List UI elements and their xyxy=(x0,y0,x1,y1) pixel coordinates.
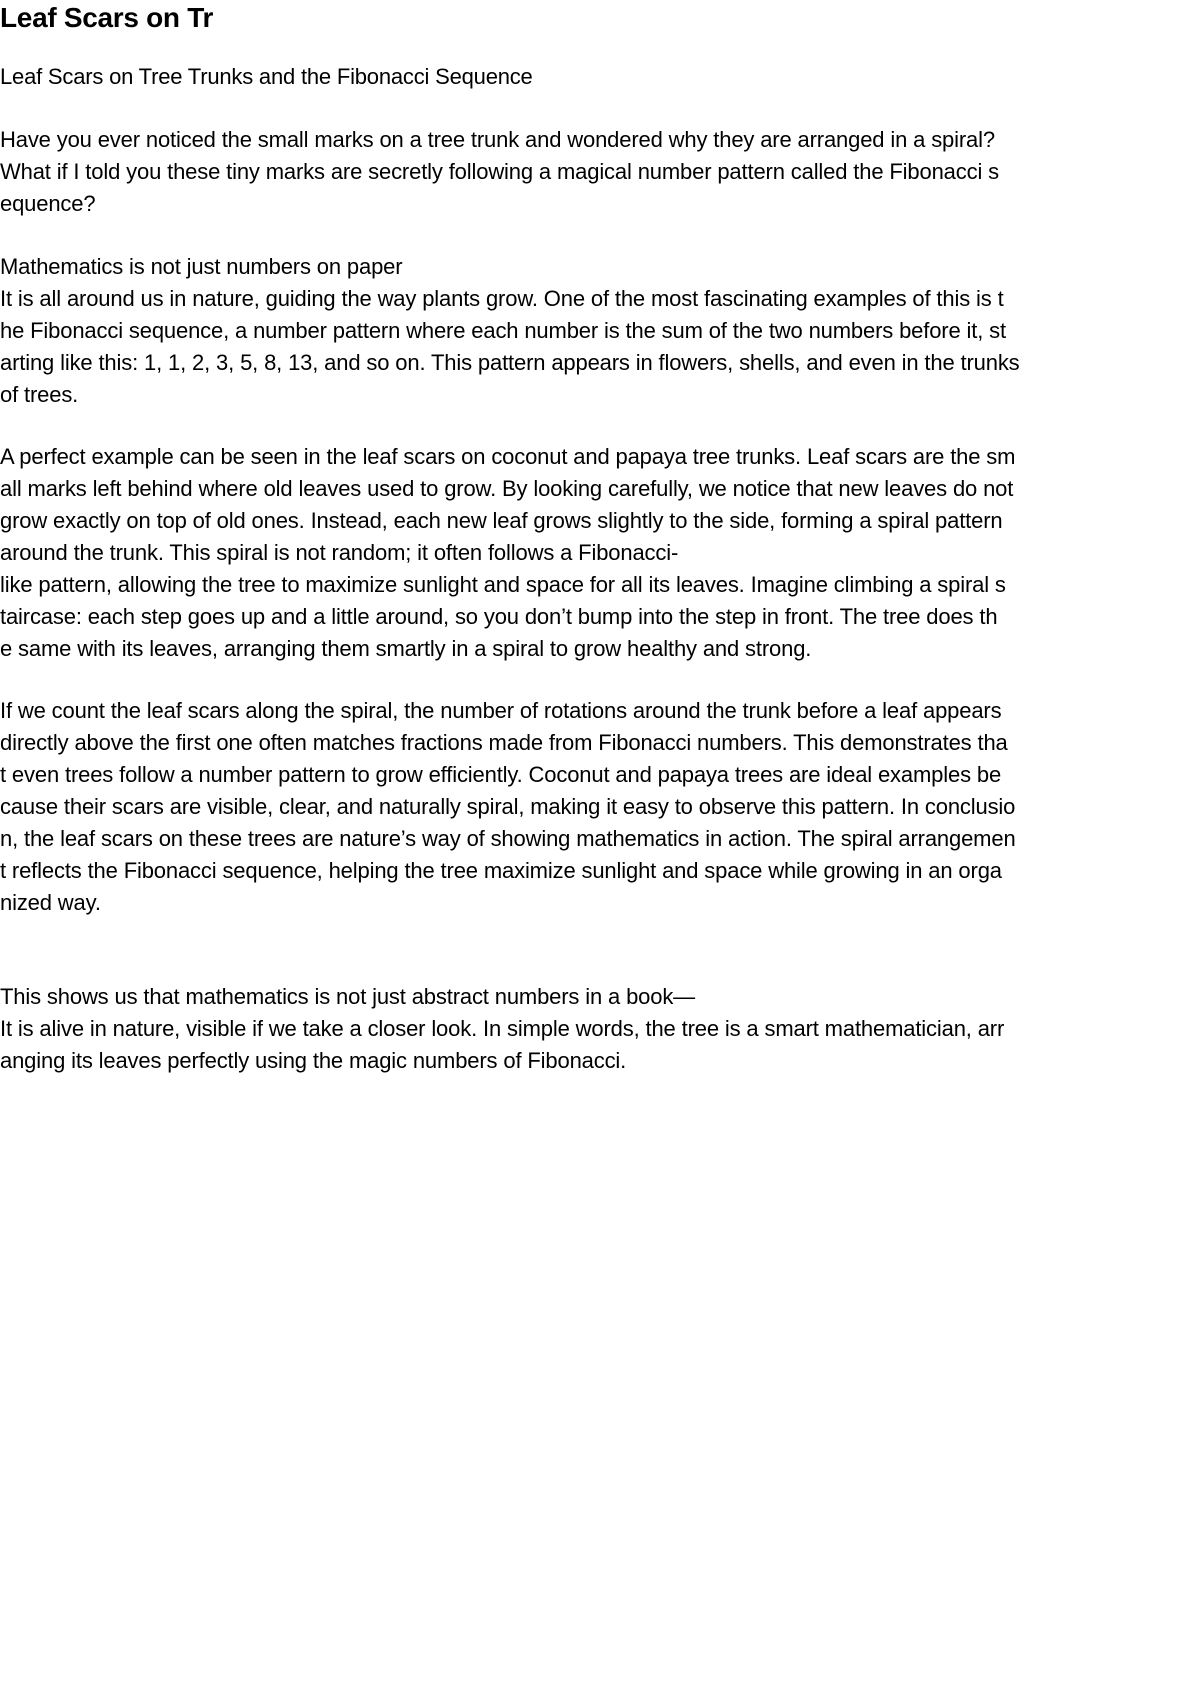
text-line: nized way. xyxy=(0,890,101,915)
text-line: Have you ever noticed the small marks on a tree trunk and wondered why they are arranged in a spiral? xyxy=(0,127,995,152)
text-line: around the trunk. This spiral is not random; it often follows a Fibonacci- xyxy=(0,540,679,565)
document-subtitle: Leaf Scars on Tree Trunks and the Fibonacci Sequence xyxy=(0,64,533,89)
text-line: directly above the first one often matches fractions made from Fibonacci numbers. This demonstrates tha xyxy=(0,730,1008,755)
text-line: A perfect example can be seen in the leaf scars on coconut and papaya tree trunks. Leaf scars are the sm xyxy=(0,444,1016,469)
text-line: arting like this: 1, 1, 2, 3, 5, 8, 13, and so on. This pattern appears in flowers, shells, and even in the trunks xyxy=(0,350,1020,375)
text-line: What if I told you these tiny marks are secretly following a magical number pattern called the Fibonacci s xyxy=(0,159,1000,184)
document-title: Leaf Scars on Tr xyxy=(0,2,214,33)
text-line: equence? xyxy=(0,191,96,216)
text-line: n, the leaf scars on these trees are nature’s way of showing mathematics in action. The spiral arrangemen xyxy=(0,826,1016,851)
text-line: e same with its leaves, arranging them smartly in a spiral to grow healthy and strong. xyxy=(0,636,812,661)
paragraph-intro xyxy=(0,124,1200,220)
text-line: all marks left behind where old leaves used to grow. By looking carefully, we notice that new leaves do not xyxy=(0,476,1014,501)
text-line: of trees. xyxy=(0,382,79,407)
text-line: If we count the leaf scars along the spiral, the number of rotations around the trunk before a leaf appears xyxy=(0,698,1002,723)
text-line: It is all around us in nature, guiding the way plants grow. One of the most fascinating examples of this is t xyxy=(0,286,1004,311)
text-line: anging its leaves perfectly using the magic numbers of Fibonacci. xyxy=(0,1048,627,1073)
text-line: cause their scars are visible, clear, and naturally spiral, making it easy to observe this pattern. In conclusio xyxy=(0,794,1016,819)
text-line: t even trees follow a number pattern to grow efficiently. Coconut and papaya trees are ideal examples be xyxy=(0,762,1002,787)
paragraph-mathematics xyxy=(0,251,1200,411)
text-line: he Fibonacci sequence, a number pattern where each number is the sum of the two numbers before it, st xyxy=(0,318,1006,343)
text-line: Mathematics is not just numbers on paper xyxy=(0,254,403,279)
paragraph-conclusion xyxy=(0,981,1200,1077)
text-line: like pattern, allowing the tree to maximize sunlight and space for all its leaves. Imagine climbing a spiral s xyxy=(0,572,1006,597)
paragraph-leaf-scars xyxy=(0,441,1200,665)
text-line: grow exactly on top of old ones. Instead, each new leaf grows slightly to the side, forming a spiral pattern xyxy=(0,508,1003,533)
paragraph-counting xyxy=(0,695,1200,919)
text-line: This shows us that mathematics is not just abstract numbers in a book— xyxy=(0,984,696,1009)
text-line: taircase: each step goes up and a little around, so you don’t bump into the step in front. The tree does th xyxy=(0,604,998,629)
text-line: t reflects the Fibonacci sequence, helping the tree maximize sunlight and space while growing in an orga xyxy=(0,858,1002,883)
text-line: It is alive in nature, visible if we take a closer look. In simple words, the tree is a smart mathematician, arr xyxy=(0,1016,1005,1041)
